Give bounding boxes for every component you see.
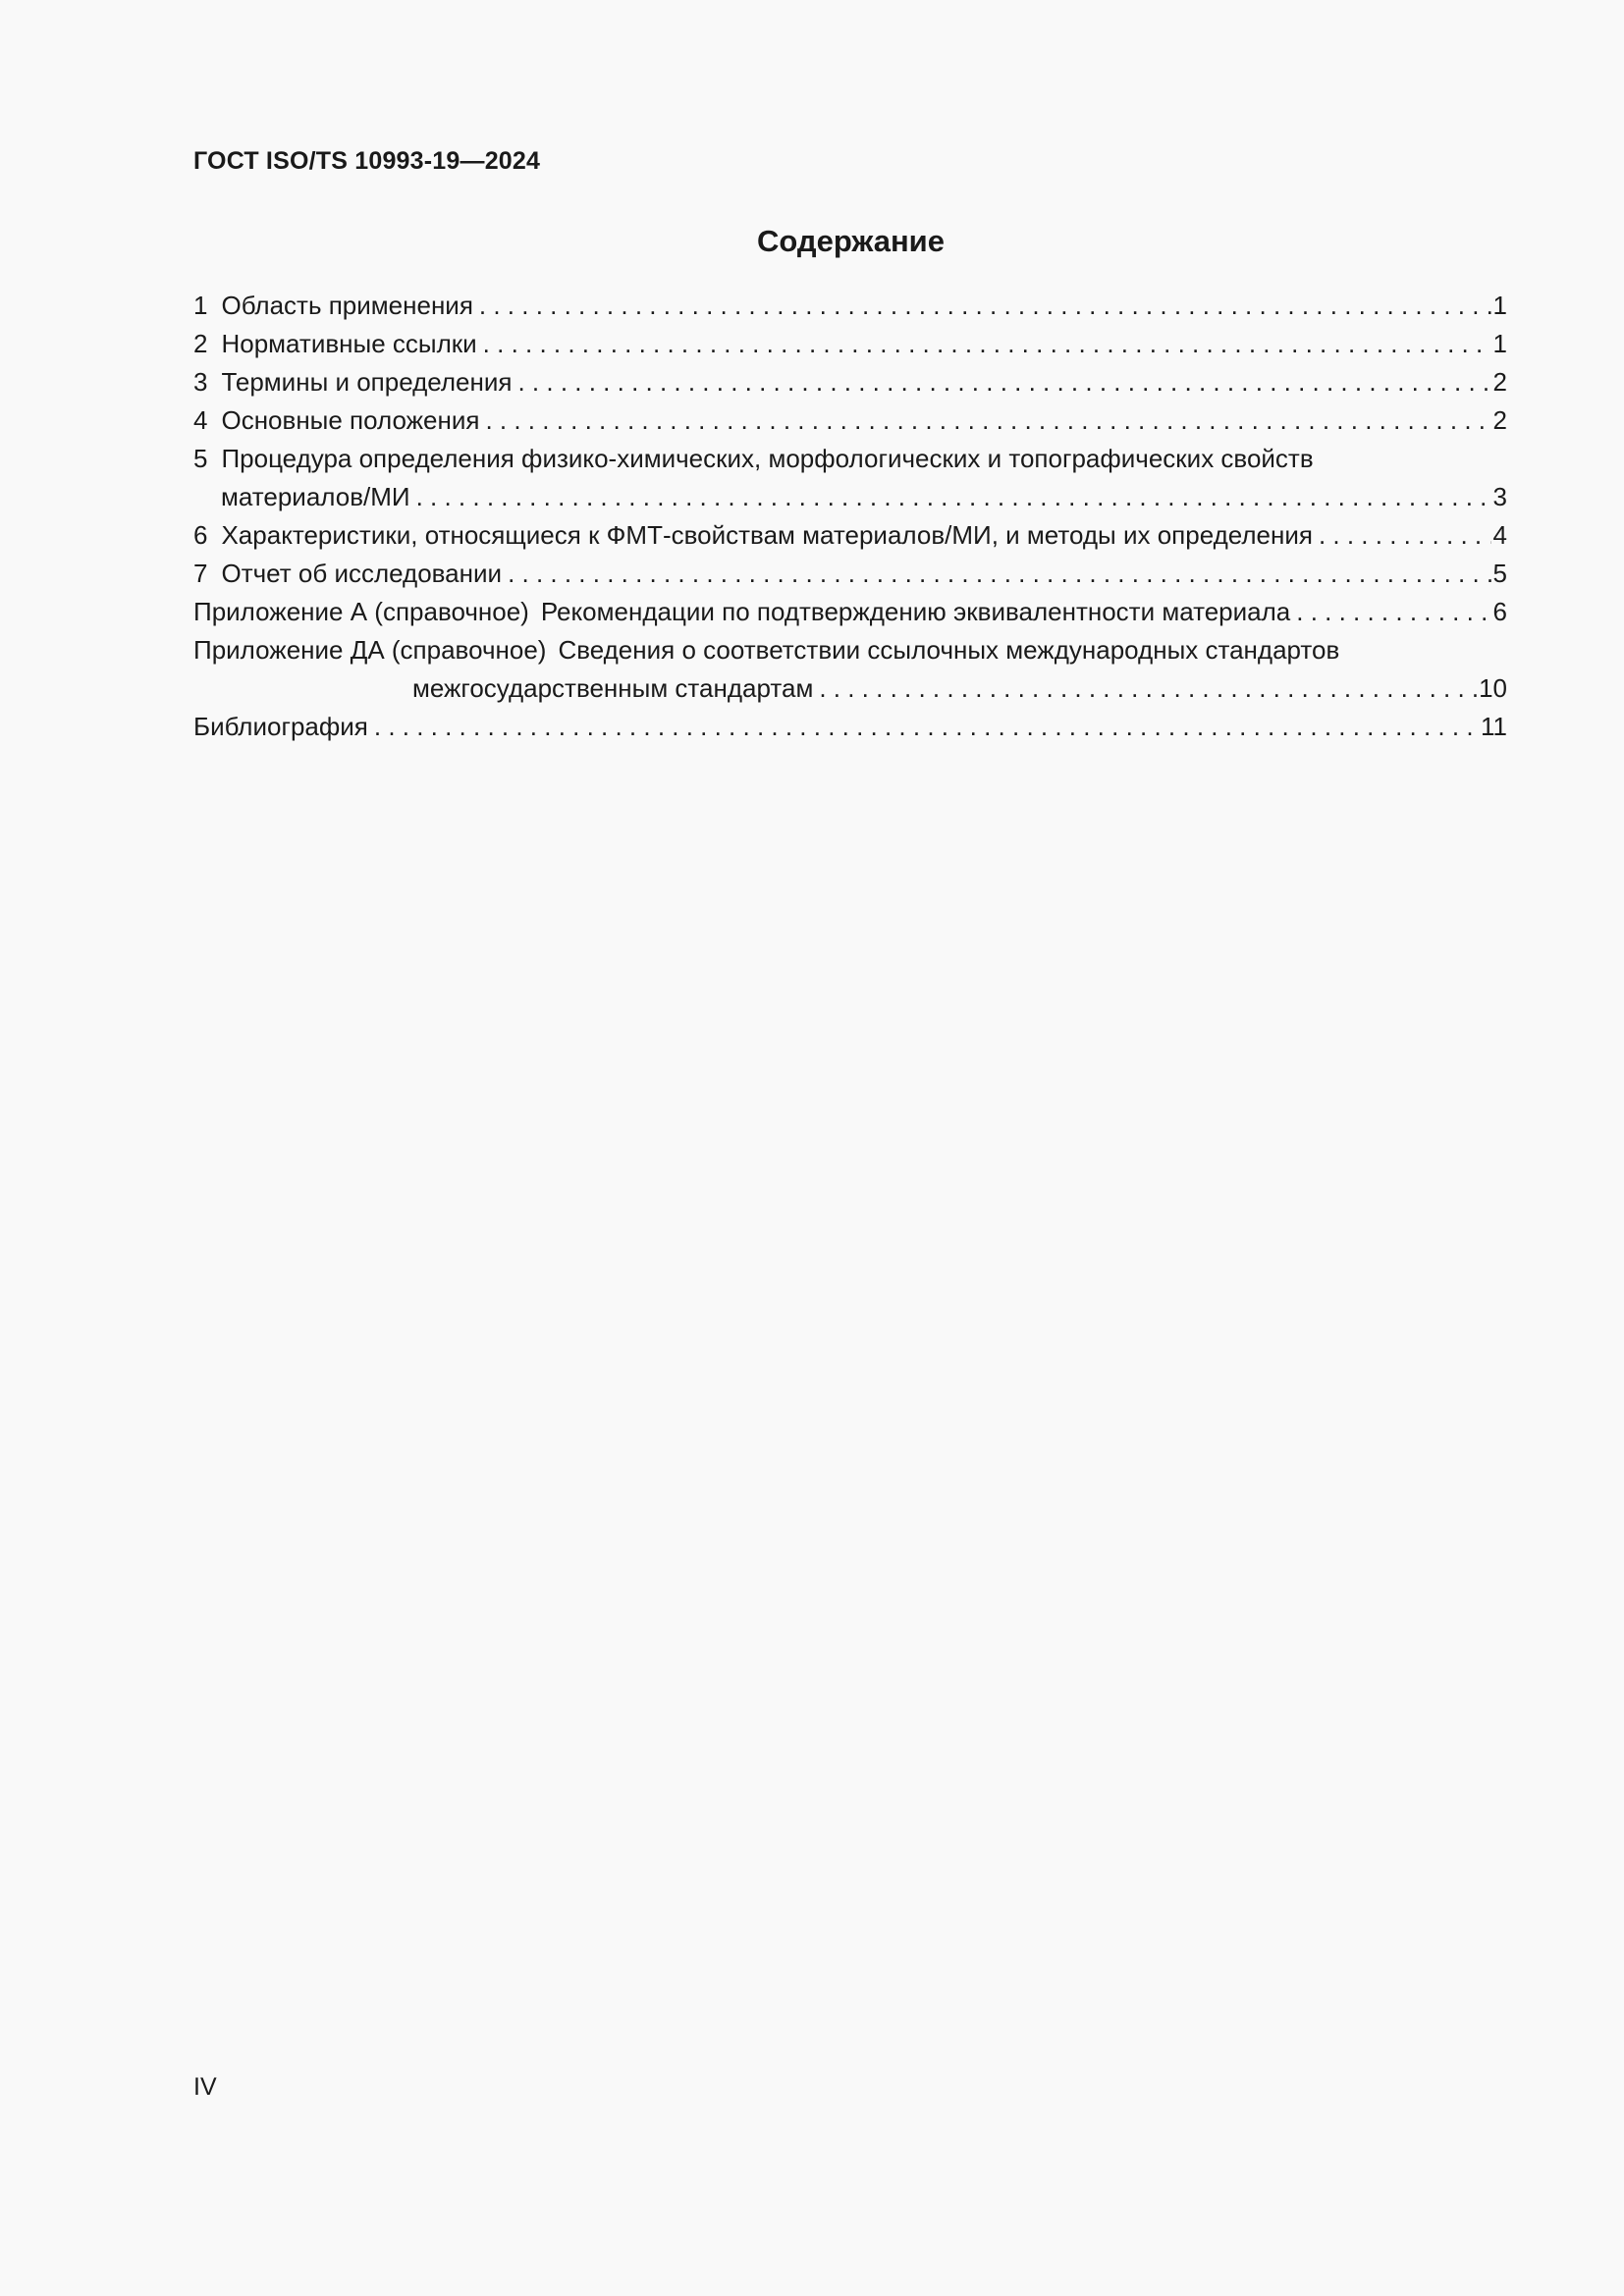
toc-item-number: 6 — [193, 520, 208, 550]
toc-item-page: 3 — [1492, 482, 1507, 511]
toc-leader-dots — [517, 363, 1490, 401]
toc-item-continuation — [193, 478, 1507, 516]
toc-item-text: Отчет об исследовании — [221, 559, 503, 588]
toc-item-5[interactable] — [193, 440, 1507, 516]
toc-item-7[interactable] — [193, 555, 1507, 593]
bibliography-text: Библиография — [193, 712, 368, 741]
table-of-contents — [193, 287, 1507, 746]
toc-item-number: 5 — [193, 444, 208, 473]
toc-item-6[interactable] — [193, 516, 1507, 555]
toc-item-number: 4 — [193, 405, 208, 435]
toc-item-1[interactable] — [193, 287, 1507, 325]
toc-leader-dots — [374, 708, 1479, 746]
toc-leader-dots — [819, 669, 1477, 708]
toc-item-number: 2 — [193, 329, 208, 358]
appendix-text: Сведения о соответствии ссылочных международных стандартов — [558, 635, 1340, 665]
toc-item-first-line — [193, 631, 1507, 669]
toc-item-page: 2 — [1492, 367, 1507, 397]
toc-leader-dots — [1319, 516, 1491, 555]
toc-appendix-a[interactable] — [193, 593, 1507, 631]
page-number: IV — [193, 2073, 217, 2101]
toc-bibliography[interactable] — [193, 708, 1507, 746]
toc-leader-dots — [508, 555, 1490, 593]
toc-leader-dots — [1296, 593, 1490, 631]
toc-item-page: 5 — [1492, 559, 1507, 588]
toc-item-number: 1 — [193, 291, 208, 320]
toc-title: Содержание — [757, 224, 945, 258]
toc-appendix-da[interactable] — [193, 631, 1507, 708]
toc-item-page: 6 — [1492, 597, 1507, 626]
appendix-text-cont: межгосударственным стандартам — [412, 673, 814, 703]
toc-item-number: 7 — [193, 559, 208, 588]
toc-item-page: 1 — [1492, 291, 1507, 320]
toc-leader-dots — [485, 401, 1490, 440]
toc-item-text: Термины и определения — [221, 367, 513, 397]
appendix-label: Приложение А (справочное) — [193, 597, 529, 626]
toc-item-text: Нормативные ссылки — [221, 329, 477, 358]
toc-item-page: 10 — [1479, 673, 1507, 703]
toc-item-first-line — [193, 440, 1507, 478]
toc-item-text: Характеристики, относящиеся к ФМТ-свойствам материалов/МИ, и методы их определения — [221, 520, 1313, 550]
toc-leader-dots — [483, 325, 1491, 363]
toc-item-page: 11 — [1481, 712, 1507, 741]
appendix-text: Рекомендации по подтверждению эквивалентности материала — [540, 597, 1291, 626]
toc-item-text: Основные положения — [221, 405, 480, 435]
toc-item-page: 4 — [1492, 520, 1507, 550]
toc-item-page: 2 — [1492, 405, 1507, 435]
toc-item-3[interactable] — [193, 363, 1507, 401]
toc-leader-dots — [479, 287, 1491, 325]
toc-item-4[interactable] — [193, 401, 1507, 440]
toc-item-page: 1 — [1492, 329, 1507, 358]
document-header: ГОСТ ISO/TS 10993-19—2024 — [193, 147, 541, 175]
appendix-label: Приложение ДА (справочное) — [193, 635, 547, 665]
toc-item-text: Область применения — [221, 291, 473, 320]
toc-leader-dots — [416, 478, 1491, 516]
toc-item-number: 3 — [193, 367, 208, 397]
toc-item-text-cont: материалов/МИ — [221, 482, 410, 511]
toc-item-text: Процедура определения физико-химических, морфологических и топографических свойств — [221, 444, 1314, 473]
toc-item-continuation — [193, 669, 1507, 708]
toc-item-2[interactable] — [193, 325, 1507, 363]
